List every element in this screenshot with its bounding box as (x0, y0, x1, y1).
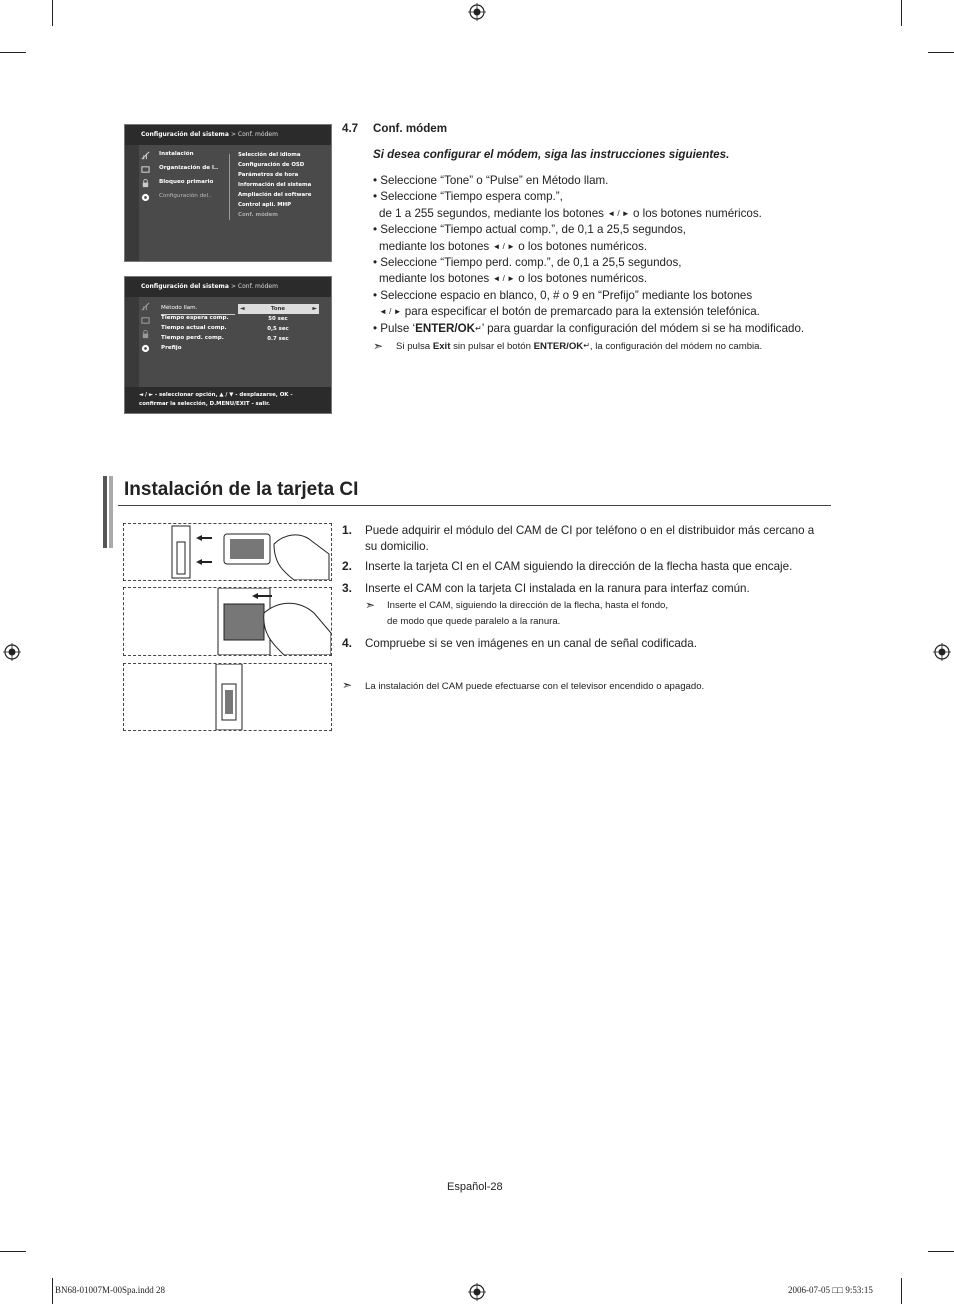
note-text: La instalación del CAM puede efectuarse con el televisor encendido o apagado. (365, 681, 705, 692)
section-title: Instalación de la tarjeta CI (124, 479, 359, 500)
instruction-line: • Seleccione “Tiempo espera comp.”, (373, 190, 563, 203)
osd-value: 50 sec (268, 316, 288, 322)
osd-menu-item[interactable]: Configuración del.. (159, 193, 212, 199)
osd-setting-label[interactable]: Tiempo actual comp. (161, 325, 227, 331)
registration-mark-icon (3, 643, 21, 661)
section-bar (109, 476, 113, 548)
illustration-box (123, 587, 332, 656)
note-arrow-icon: ➣ (373, 339, 384, 353)
antenna-icon (141, 302, 150, 311)
print-date: 2006-07-05 □□ 9:53:15 (788, 1285, 873, 1295)
osd-title: Configuración del sistema > Conf. módem (125, 125, 331, 145)
page-number: Español-28 (447, 1181, 503, 1193)
illustration-box (123, 663, 332, 731)
registration-mark-icon (468, 3, 486, 21)
tree-line (229, 154, 230, 220)
osd-menu-item[interactable]: Organización de l.. (159, 165, 219, 171)
step-text: Puede adquirir el módulo del CAM de CI por teléfono o en el distribuidor más cercano a (365, 524, 815, 537)
note-text: Si pulsa Exit sin pulsar el botón ENTER/OK↵, la configuración del módem no cambia. (396, 341, 763, 352)
instruction-line: • Pulse ‘ENTER/OK↵’ para guardar la configuración del módem si se ha modificado. (373, 321, 804, 337)
crop-mark (0, 52, 26, 53)
step-text: Compruebe si se ven imágenes en un canal de señal codificada. (365, 637, 697, 650)
step-text: su domicilio. (365, 540, 429, 553)
osd-menu-item[interactable]: Bloqueo primario (159, 179, 214, 185)
crop-mark (928, 1251, 954, 1252)
instruction-line: ◄ / ► para especificar el botón de premarcado para la extensión telefónica. (379, 304, 760, 320)
instruction-line: mediante los botones ◄ / ► o los botones numéricos. (379, 271, 647, 287)
instruction-line: • Seleccione “Tiempo perd. comp.”, de 0,1 a 25,5 segundos, (373, 256, 682, 269)
note-arrow-icon: ➣ (365, 598, 376, 612)
left-right-arrows-icon: ◄ / ► (607, 209, 630, 218)
antenna-icon (141, 151, 150, 160)
lock-icon (141, 330, 150, 339)
enter-icon: ↵ (583, 341, 590, 350)
osd-setting-label[interactable]: Tiempo espera comp. (161, 315, 229, 321)
section-bar (103, 476, 107, 548)
instruction-line: • Seleccione “Tone” o “Pulse” en Método llam. (373, 174, 609, 187)
gear-icon (141, 193, 150, 202)
section-intro: Si desea configurar el módem, siga las instrucciones siguientes. (373, 148, 730, 161)
title-rule (118, 505, 831, 506)
osd-help-line: confirmar la selección, D.MENU/EXIT - salir. (139, 401, 271, 407)
note-text: Inserte el CAM, siguiendo la dirección de la flecha, hasta el fondo, (387, 600, 669, 611)
right-arrow-icon: ► (312, 305, 317, 312)
osd-title: Configuración del sistema > Conf. módem (125, 277, 331, 297)
osd-sidebar (125, 297, 139, 387)
osd-submenu-item[interactable]: Configuración de OSD (238, 162, 305, 168)
registration-mark-icon (468, 1283, 486, 1301)
step-text: Inserte el CAM con la tarjeta CI instalada en la ranura para interfaz común. (365, 582, 750, 595)
osd-setting-label[interactable]: Prefijo (161, 345, 182, 351)
crop-mark (52, 0, 53, 26)
left-right-arrows-icon: ◄ / ► (492, 274, 515, 283)
crop-mark (901, 1278, 902, 1304)
osd-setting-label[interactable]: Método llam. (161, 305, 198, 311)
crop-mark (52, 1278, 53, 1304)
osd-submenu-item[interactable]: Información del sistema (238, 182, 312, 188)
osd-value: 0,5 sec (267, 326, 289, 332)
channel-icon (141, 165, 150, 174)
insert-cam-illustration-icon (124, 588, 331, 655)
osd-value: 0.7 sec (267, 336, 289, 342)
file-name: BN68-01007M-00Spa.indd 28 (55, 1285, 165, 1295)
osd-setting-label[interactable]: Tiempo perd. comp. (161, 335, 224, 341)
illustration-box (123, 523, 332, 581)
left-right-arrows-icon: ◄ / ► (492, 242, 515, 251)
insert-card-illustration-icon (124, 524, 331, 580)
crop-mark (0, 1251, 26, 1252)
step-number: 3. (342, 581, 353, 595)
enter-icon: ↵ (475, 324, 482, 333)
instruction-line: • Seleccione espacio en blanco, 0, # o 9 en “Prefijo” mediante los botones (373, 289, 753, 302)
registration-mark-icon (933, 643, 951, 661)
lock-icon (141, 179, 150, 188)
osd-submenu-item[interactable]: Control apli. MHP (238, 202, 292, 208)
osd-system-config-screen (124, 124, 332, 262)
osd-help-line: ◄ / ► - seleccionar opción, ▲ / ▼ - desplazarse, OK - (139, 392, 293, 398)
osd-help-footer (125, 387, 331, 413)
osd-modem-config-screen (124, 276, 332, 414)
instruction-line: mediante los botones ◄ / ► o los botones numéricos. (379, 239, 647, 255)
section-heading: Conf. módem (373, 122, 448, 135)
osd-value: Tone (270, 306, 286, 312)
instruction-line: • Seleccione “Tiempo actual comp.”, de 0,1 a 25,5 segundos, (373, 223, 686, 236)
step-number: 4. (342, 636, 353, 650)
osd-submenu-item[interactable]: Selección del idioma (238, 152, 301, 158)
step-text: Inserte la tarjeta CI en el CAM siguiendo la dirección de la flecha hasta que encaje. (365, 560, 793, 573)
channel-icon (141, 316, 150, 325)
osd-menu-item[interactable]: Instalación (159, 151, 194, 157)
note-text: de modo que quede paralelo a la ranura. (387, 616, 561, 627)
step-number: 2. (342, 559, 353, 573)
step-number: 1. (342, 523, 353, 537)
instruction-line: de 1 a 255 segundos, mediante los botones ◄ / ► o los botones numéricos. (379, 206, 762, 222)
osd-submenu-item[interactable]: Conf. módem (238, 212, 278, 218)
section-number: 4.7 (342, 122, 359, 135)
installed-cam-illustration-icon (124, 664, 331, 730)
crop-mark (928, 52, 954, 53)
osd-submenu-item[interactable]: Parámetros de hora (238, 172, 299, 178)
osd-submenu-item[interactable]: Ampliación del software (238, 192, 312, 198)
gear-icon (141, 344, 150, 353)
left-arrow-icon: ◄ (240, 305, 245, 312)
osd-sidebar (125, 145, 139, 261)
crop-mark (901, 0, 902, 26)
note-arrow-icon: ➣ (342, 678, 353, 692)
left-right-arrows-icon: ◄ / ► (379, 307, 402, 316)
